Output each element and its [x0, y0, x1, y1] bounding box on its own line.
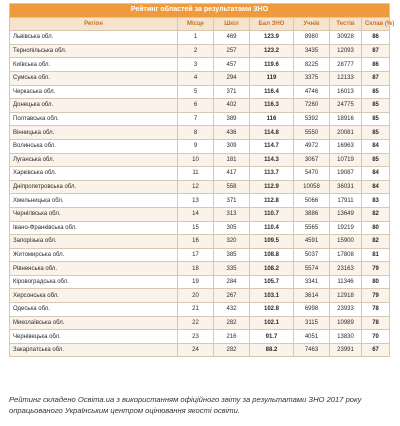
cell-students: 3067: [294, 153, 330, 167]
cell-place: 22: [178, 316, 214, 330]
cell-region: Львівська обл.: [10, 31, 178, 45]
cell-tests: 16013: [330, 85, 362, 99]
col-header-place: Місце: [178, 17, 214, 31]
cell-place: 2: [178, 44, 214, 58]
cell-students: 5392: [294, 112, 330, 126]
cell-students: 8225: [294, 58, 330, 72]
cell-schools: 417: [214, 167, 250, 181]
cell-tests: 10989: [330, 316, 362, 330]
cell-score: 103.1: [250, 289, 294, 303]
cell-passed: 85: [362, 112, 390, 126]
cell-place: 14: [178, 207, 214, 221]
cell-students: 8980: [294, 31, 330, 45]
cell-score: 112.9: [250, 180, 294, 194]
table-row: [10, 235, 390, 249]
cell-score: 112.8: [250, 194, 294, 208]
cell-tests: 30928: [330, 31, 362, 45]
cell-passed: 79: [362, 262, 390, 276]
col-header-passed: Склав (%): [362, 17, 390, 31]
cell-schools: 181: [214, 153, 250, 167]
cell-schools: 216: [214, 330, 250, 344]
cell-score: 116.3: [250, 99, 294, 113]
cell-score: 116.4: [250, 85, 294, 99]
cell-score: 113.7: [250, 167, 294, 181]
cell-score: 116: [250, 112, 294, 126]
cell-score: 109.5: [250, 235, 294, 249]
cell-tests: 13830: [330, 330, 362, 344]
cell-region: Харківська обл.: [10, 167, 178, 181]
table-header-row: [10, 17, 390, 31]
cell-students: 5574: [294, 262, 330, 276]
cell-score: 102.8: [250, 303, 294, 317]
cell-schools: 436: [214, 126, 250, 140]
cell-passed: 84: [362, 180, 390, 194]
cell-tests: 17808: [330, 248, 362, 262]
cell-region: Чернігівська обл.: [10, 207, 178, 221]
cell-tests: 23991: [330, 343, 362, 357]
cell-score: 114.7: [250, 139, 294, 153]
cell-tests: 12133: [330, 71, 362, 85]
cell-schools: 558: [214, 180, 250, 194]
table-row: [10, 248, 390, 262]
cell-region: Вінницька обл.: [10, 126, 178, 140]
cell-region: Одеська обл.: [10, 303, 178, 317]
source-note: Рейтинг складено Освіта.ua з використанням офіційного звіту за результатами ЗНО 2017 року опрацьованого Українським центром оцінювання якості освіти.: [9, 395, 362, 415]
cell-score: 91.7: [250, 330, 294, 344]
cell-schools: 305: [214, 221, 250, 235]
cell-students: 3341: [294, 275, 330, 289]
cell-place: 21: [178, 303, 214, 317]
cell-passed: 70: [362, 330, 390, 344]
cell-place: 9: [178, 139, 214, 153]
rating-table-container: [9, 3, 395, 357]
cell-students: 4972: [294, 139, 330, 153]
cell-score: 105.7: [250, 275, 294, 289]
cell-schools: 257: [214, 44, 250, 58]
table-row: [10, 343, 390, 357]
cell-passed: 80: [362, 221, 390, 235]
cell-region: Черкаська обл.: [10, 85, 178, 99]
cell-schools: 469: [214, 31, 250, 45]
cell-region: Закарпатська обл.: [10, 343, 178, 357]
col-header-schools: Шкіл: [214, 17, 250, 31]
cell-tests: 15900: [330, 235, 362, 249]
cell-schools: 457: [214, 58, 250, 72]
table-row: [10, 99, 390, 113]
table-row: [10, 153, 390, 167]
cell-tests: 23933: [330, 303, 362, 317]
cell-passed: 86: [362, 31, 390, 45]
table-row: [10, 180, 390, 194]
cell-place: 3: [178, 58, 214, 72]
cell-tests: 16963: [330, 139, 362, 153]
cell-students: 5550: [294, 126, 330, 140]
cell-place: 13: [178, 194, 214, 208]
cell-students: 3115: [294, 316, 330, 330]
cell-place: 23: [178, 330, 214, 344]
cell-region: Івано-Франківська обл.: [10, 221, 178, 235]
rating-table: [9, 3, 395, 357]
cell-score: 123.9: [250, 31, 294, 45]
cell-students: 4051: [294, 330, 330, 344]
cell-schools: 320: [214, 235, 250, 249]
cell-students: 10058: [294, 180, 330, 194]
cell-schools: 267: [214, 289, 250, 303]
cell-region: Донецька обл.: [10, 99, 178, 113]
cell-students: 3435: [294, 44, 330, 58]
cell-schools: 313: [214, 207, 250, 221]
cell-place: 8: [178, 126, 214, 140]
cell-schools: 294: [214, 71, 250, 85]
cell-score: 110.4: [250, 221, 294, 235]
cell-tests: 11346: [330, 275, 362, 289]
cell-place: 4: [178, 71, 214, 85]
cell-schools: 389: [214, 112, 250, 126]
cell-tests: 36031: [330, 180, 362, 194]
cell-students: 3886: [294, 207, 330, 221]
cell-passed: 78: [362, 316, 390, 330]
cell-place: 17: [178, 248, 214, 262]
table-row: [10, 262, 390, 276]
cell-tests: 10719: [330, 153, 362, 167]
cell-region: Житомирська обл.: [10, 248, 178, 262]
cell-students: 4591: [294, 235, 330, 249]
cell-tests: 17911: [330, 194, 362, 208]
cell-students: 7260: [294, 99, 330, 113]
cell-passed: 85: [362, 85, 390, 99]
cell-schools: 371: [214, 194, 250, 208]
cell-score: 114.8: [250, 126, 294, 140]
table-row: [10, 126, 390, 140]
table-row: [10, 85, 390, 99]
cell-score: 119: [250, 71, 294, 85]
table-row: [10, 167, 390, 181]
cell-schools: 335: [214, 262, 250, 276]
cell-place: 7: [178, 112, 214, 126]
cell-passed: 79: [362, 289, 390, 303]
cell-schools: 371: [214, 85, 250, 99]
cell-students: 4746: [294, 85, 330, 99]
cell-passed: 84: [362, 139, 390, 153]
cell-place: 5: [178, 85, 214, 99]
cell-region: Кіровоградська обл.: [10, 275, 178, 289]
cell-tests: 24775: [330, 99, 362, 113]
cell-students: 7463: [294, 343, 330, 357]
cell-score: 123.2: [250, 44, 294, 58]
cell-tests: 18916: [330, 112, 362, 126]
cell-region: Сумська обл.: [10, 71, 178, 85]
cell-region: Волинська обл.: [10, 139, 178, 153]
table-row: [10, 44, 390, 58]
cell-score: 108.2: [250, 262, 294, 276]
cell-place: 12: [178, 180, 214, 194]
cell-region: Рівненська обл.: [10, 262, 178, 276]
cell-tests: 20081: [330, 126, 362, 140]
cell-score: 108.8: [250, 248, 294, 262]
cell-students: 5066: [294, 194, 330, 208]
cell-schools: 282: [214, 316, 250, 330]
cell-students: 3375: [294, 71, 330, 85]
cell-tests: 13649: [330, 207, 362, 221]
col-header-score: Бал ЗНО: [250, 17, 294, 31]
table-row: [10, 207, 390, 221]
cell-passed: 82: [362, 207, 390, 221]
col-header-tests: Тестів: [330, 17, 362, 31]
table-title: Рейтинг областей за результатами ЗНО: [10, 4, 390, 18]
cell-place: 18: [178, 262, 214, 276]
cell-region: Херсонська обл.: [10, 289, 178, 303]
cell-tests: 19219: [330, 221, 362, 235]
table-row: [10, 275, 390, 289]
cell-region: Дніпропетровська обл.: [10, 180, 178, 194]
table-row: [10, 71, 390, 85]
col-header-region: Регіон: [10, 17, 178, 31]
table-row: [10, 330, 390, 344]
cell-score: 102.1: [250, 316, 294, 330]
cell-passed: 67: [362, 343, 390, 357]
table-row: [10, 289, 390, 303]
cell-schools: 385: [214, 248, 250, 262]
table-row: [10, 31, 390, 45]
cell-score: 88.2: [250, 343, 294, 357]
cell-region: Запорізька обл.: [10, 235, 178, 249]
cell-place: 15: [178, 221, 214, 235]
cell-place: 19: [178, 275, 214, 289]
table-row: [10, 58, 390, 72]
table-row: [10, 139, 390, 153]
col-header-students: Учнів: [294, 17, 330, 31]
cell-place: 6: [178, 99, 214, 113]
table-row: [10, 316, 390, 330]
cell-passed: 82: [362, 235, 390, 249]
cell-place: 1: [178, 31, 214, 45]
cell-passed: 85: [362, 126, 390, 140]
table-row: [10, 194, 390, 208]
cell-tests: 23163: [330, 262, 362, 276]
cell-passed: 81: [362, 248, 390, 262]
cell-students: 3614: [294, 289, 330, 303]
table-row: [10, 112, 390, 126]
cell-place: 24: [178, 343, 214, 357]
cell-students: 5565: [294, 221, 330, 235]
cell-schools: 402: [214, 99, 250, 113]
cell-schools: 309: [214, 139, 250, 153]
cell-passed: 87: [362, 71, 390, 85]
cell-passed: 80: [362, 275, 390, 289]
cell-score: 114.3: [250, 153, 294, 167]
cell-region: Чернівецька обл.: [10, 330, 178, 344]
cell-tests: 12093: [330, 44, 362, 58]
cell-schools: 284: [214, 275, 250, 289]
cell-schools: 432: [214, 303, 250, 317]
cell-score: 110.7: [250, 207, 294, 221]
cell-passed: 78: [362, 303, 390, 317]
cell-score: 119.6: [250, 58, 294, 72]
cell-students: 5470: [294, 167, 330, 181]
cell-place: 10: [178, 153, 214, 167]
cell-place: 20: [178, 289, 214, 303]
cell-region: Тернопільська обл.: [10, 44, 178, 58]
cell-tests: 12918: [330, 289, 362, 303]
cell-tests: 19087: [330, 167, 362, 181]
cell-passed: 86: [362, 58, 390, 72]
cell-region: Хмельницька обл.: [10, 194, 178, 208]
cell-schools: 282: [214, 343, 250, 357]
cell-students: 5037: [294, 248, 330, 262]
cell-region: Миколаївська обл.: [10, 316, 178, 330]
cell-passed: 84: [362, 167, 390, 181]
cell-region: Київська обл.: [10, 58, 178, 72]
cell-passed: 85: [362, 153, 390, 167]
cell-passed: 87: [362, 44, 390, 58]
cell-region: Полтавська обл.: [10, 112, 178, 126]
cell-students: 6998: [294, 303, 330, 317]
table-row: [10, 221, 390, 235]
table-row: [10, 303, 390, 317]
cell-tests: 28777: [330, 58, 362, 72]
cell-passed: 85: [362, 99, 390, 113]
cell-passed: 83: [362, 194, 390, 208]
cell-region: Луганська обл.: [10, 153, 178, 167]
cell-place: 11: [178, 167, 214, 181]
cell-place: 16: [178, 235, 214, 249]
